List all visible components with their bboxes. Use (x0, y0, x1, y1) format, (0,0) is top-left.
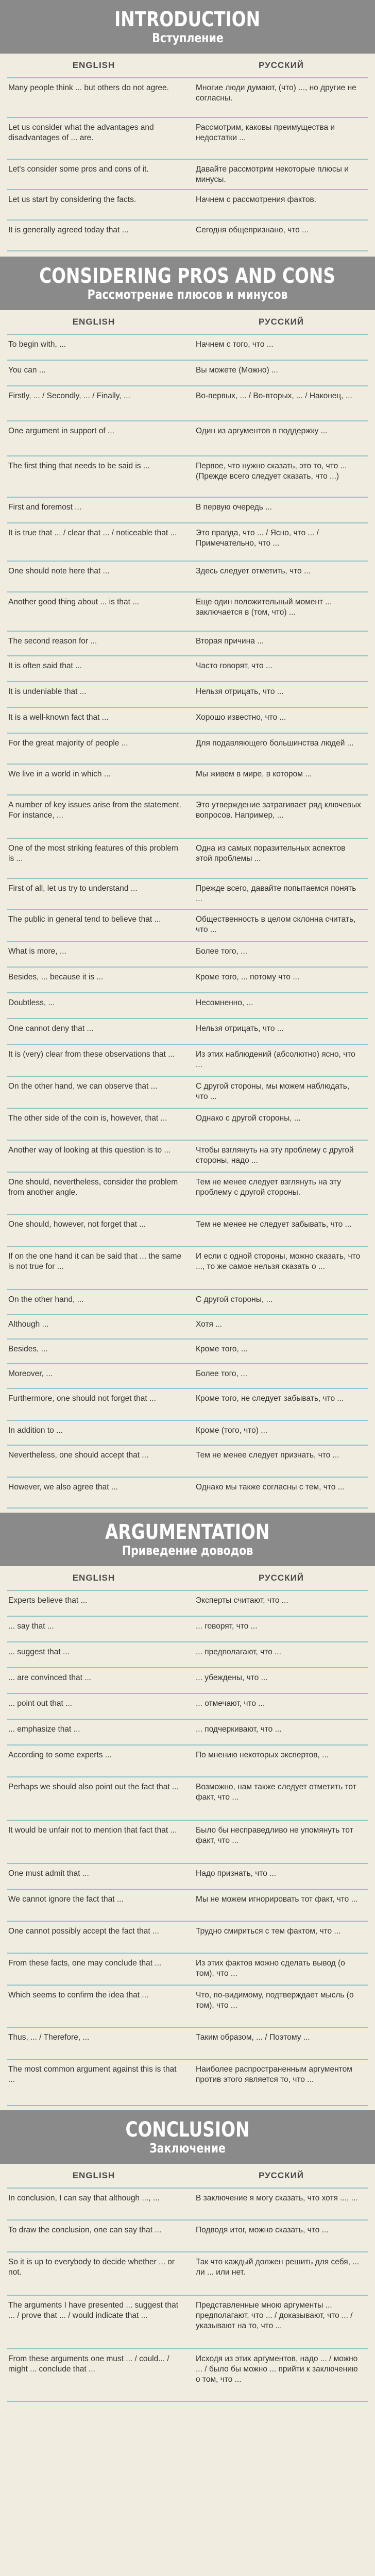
section-title: CONSIDERING PROS AND CONS (39, 264, 336, 288)
english-phrase: One argument in support of ... (8, 427, 114, 435)
russian-phrase: Наиболее распространенным аргументом против этого является то, что ... (196, 2065, 352, 2084)
column-header-english: ENGLISH (72, 317, 115, 327)
english-phrase: One cannot deny that ... (8, 1024, 94, 1033)
english-phrase: One should note here that ... (8, 567, 110, 575)
russian-phrase: Мы не можем игнорировать тот факт, что ... (196, 1895, 358, 1904)
phrase-row (7, 1693, 368, 1719)
russian-phrase: Кроме того, ... потому что ... (196, 973, 300, 981)
english-phrase: Besides, ... (8, 1345, 48, 1353)
english-phrase: We live in a world in which ... (8, 770, 111, 778)
section-header-introduction (0, 0, 375, 54)
phrase-row (7, 1863, 368, 1889)
phrase-row (7, 1314, 368, 1338)
phrase-row (7, 1889, 368, 1921)
phrase-row (7, 794, 368, 838)
english-phrase: For the great majority of people ... (8, 739, 128, 748)
phrase-row (7, 1140, 368, 1172)
phrase-row (7, 1719, 368, 1744)
russian-phrase: Начнем с рассмотрения фактов. (196, 195, 317, 204)
column-headers (0, 54, 375, 77)
column-header-russian: РУССКИЙ (258, 2171, 304, 2180)
column-headers (0, 1566, 375, 1590)
phrase-row (7, 2251, 368, 2295)
english-phrase: However, we also agree that ... (8, 1483, 118, 1492)
english-phrase: What is more, ... (8, 947, 66, 956)
english-phrase: Moreover, ... (8, 1369, 53, 1378)
russian-phrase: Многие люди думают, (что) ..., но другие не согласны. (196, 83, 356, 103)
english-phrase: ... point out that ... (8, 1699, 73, 1708)
column-headers (0, 310, 375, 334)
english-phrase: In conclusion, I can say that although ..., ... (8, 2194, 160, 2202)
russian-phrase: Рассмотрим, каковы преимущества и недостатки ... (196, 123, 335, 142)
russian-phrase: Прежде всего, давайте попытаемся понять ... (196, 884, 356, 903)
phrase-row (7, 2348, 368, 2402)
english-phrase: The most common argument against this is that ... (8, 2065, 177, 2084)
russian-phrase: Мы живем в мире, в котором ... (196, 770, 312, 778)
phrase-row (7, 334, 368, 360)
russian-phrase: Из этих наблюдений (абсолютно) ясно, что ... (196, 1050, 355, 1069)
russian-phrase: Трудно смириться с тем фактом, что ... (196, 1927, 341, 1936)
english-phrase: It is often said that ... (8, 662, 82, 670)
phrase-row (7, 878, 368, 909)
english-phrase: On the other hand, ... (8, 1295, 84, 1304)
russian-phrase: Из этих фактов можно сделать вывод (о том), что ... (196, 1959, 345, 1978)
phrase-row (7, 1953, 368, 1985)
phrase-row (7, 1044, 368, 1076)
russian-phrase: Общественность в целом склонна считать, что ... (196, 915, 356, 934)
russian-phrase: С другой стороны, ... (196, 1295, 273, 1304)
column-header-english: ENGLISH (72, 60, 115, 70)
russian-phrase: ... говорят, что ... (196, 1622, 258, 1631)
russian-phrase: Кроме того, не следует забывать, что ... (196, 1394, 344, 1403)
english-phrase: Many people think ... but others do not agree. (8, 83, 169, 92)
english-phrase: Besides, ... because it is ... (8, 973, 104, 981)
phrase-row (7, 455, 368, 497)
phrase-row (7, 497, 368, 522)
english-phrase: One should, however, not forget that ... (8, 1220, 146, 1229)
english-phrase: The arguments I have presented ... suggest that ... / prove that ... / would indicate that ... (8, 2301, 179, 2320)
english-phrase: First and foremost ... (8, 503, 82, 512)
phrase-row (7, 385, 368, 420)
russian-phrase: Здесь следует отметить, что ... (196, 567, 311, 575)
section-header-argumentation (0, 1513, 375, 1566)
phrase-row (7, 1776, 368, 1820)
russian-phrase: Одна из самых поразительных аспектов этой проблемы ... (196, 844, 346, 863)
english-phrase: Let us start by considering the facts. (8, 195, 137, 204)
russian-phrase: В первую очередь ... (196, 503, 272, 512)
phrase-row (7, 2219, 368, 2251)
russian-phrase: Кроме того, ... (196, 1345, 248, 1353)
phrase-row (7, 764, 368, 794)
english-phrase: One should, nevertheless, consider the problem from another angle. (8, 1178, 178, 1197)
russian-phrase: Нельзя отрицать, что ... (196, 1024, 284, 1033)
english-phrase: It is true that ... / clear that ... / noticeable that ... (8, 529, 177, 537)
russian-phrase: Вы можете (Можно) ... (196, 366, 278, 375)
russian-phrase: Это правда, что ... / Ясно, что ... / Примечательно, что ... (196, 529, 319, 548)
russian-phrase: Представленные мною аргументы ... предполагают, что ... / доказывают, что ... / указывают на то, что ... (196, 2301, 353, 2330)
phrase-row (7, 1590, 368, 1616)
phrase-row (7, 2059, 368, 2106)
column-header-english: ENGLISH (72, 1573, 115, 1583)
section-header-pros-cons (0, 257, 375, 310)
phrase-row (7, 1388, 368, 1420)
phrase-row (7, 1616, 368, 1641)
english-phrase: ... suggest that ... (8, 1648, 70, 1656)
phrase-row (7, 117, 368, 159)
english-phrase: So it is up to everybody to decide whether ... or not. (8, 2258, 175, 2277)
english-phrase: A number of key issues arise from the statement. For instance, ... (8, 801, 181, 820)
russian-phrase: ... предполагают, что ... (196, 1648, 281, 1656)
phrase-row (7, 992, 368, 1018)
russian-phrase: Было бы несправедливо не упомянуть тот факт, что ... (196, 1826, 353, 1845)
russian-phrase: Тем не менее следует взглянуть на эту проблему с другой стороны. (196, 1178, 342, 1197)
english-phrase: From these arguments one must ... / could... / might ... conclude that ... (8, 2354, 169, 2374)
phrase-row (7, 159, 368, 189)
english-phrase: We cannot ignore the fact that ... (8, 1895, 124, 1904)
english-phrase: Doubtless, ... (8, 998, 55, 1007)
english-phrase: On the other hand, we can observe that ... (8, 1082, 158, 1091)
russian-phrase: Так что каждый должен решить для себя, ... ли ... или нет. (196, 2258, 360, 2277)
phrase-row (7, 1420, 368, 1445)
section-subtitle: Рассмотрение плюсов и минусов (87, 287, 288, 302)
phrase-row (7, 420, 368, 455)
english-phrase: It is (very) clear from these observations that ... (8, 1050, 175, 1059)
russian-phrase: Нельзя отрицать, что ... (196, 687, 284, 696)
column-header-english: ENGLISH (72, 2171, 115, 2180)
russian-phrase: По мнению некоторых экспертов, ... (196, 1751, 329, 1759)
russian-phrase: Для подавляющего большинства людей ... (196, 739, 354, 748)
phrase-row (7, 631, 368, 655)
phrase-row (7, 561, 368, 591)
russian-phrase: Хорошо известно, что ... (196, 713, 286, 722)
russian-phrase: Надо признать, что ... (196, 1869, 277, 1878)
english-phrase: Firstly, ... / Secondly, ... / Finally, ... (8, 392, 130, 400)
phrase-row (7, 219, 368, 251)
phrase-row (7, 1108, 368, 1140)
phrase-row (7, 1445, 368, 1477)
phrase-row (7, 1667, 368, 1693)
english-phrase: It is generally agreed today that ... (8, 226, 129, 234)
russian-phrase: Эксперты считают, что ... (196, 1596, 288, 1605)
phrase-row (7, 1018, 368, 1044)
english-phrase: Let us consider what the advantages and disadvantages of ... are. (8, 123, 154, 142)
russian-phrase: Первое, что нужно сказать, это то, что ... (Прежде всего следует сказать, что ...) (196, 462, 347, 481)
phrase-table-conclusion (0, 2188, 375, 2402)
phrase-row (7, 1289, 368, 1314)
russian-phrase: Тем не менее следует признать, что ... (196, 1451, 339, 1460)
english-phrase: It is a well-known fact that ... (8, 713, 109, 722)
phrase-row (7, 1744, 368, 1776)
column-header-russian: РУССКИЙ (258, 60, 304, 70)
section-subtitle: Приведение доводов (122, 1543, 253, 1558)
english-phrase: Another way of looking at this question is to ... (8, 1146, 171, 1155)
russian-phrase: Начнем с того, что ... (196, 340, 274, 349)
english-phrase: Although ... (8, 1320, 49, 1329)
russian-phrase: Давайте рассмотрим некоторые плюсы и минусы. (196, 165, 349, 184)
phrase-row (7, 1076, 368, 1108)
russian-phrase: Что, по-видимому, подтверждает мысль (о том), что ... (196, 1991, 354, 2010)
english-phrase: The second reason for ... (8, 637, 97, 646)
english-phrase: Furthermore, one should not forget that ... (8, 1394, 156, 1403)
english-phrase: One of the most striking features of this problem is ... (8, 844, 178, 863)
section-title: INTRODUCTION (114, 8, 261, 31)
russian-phrase: Однако мы также согласны с тем, что ... (196, 1483, 345, 1492)
english-phrase: One cannot possibly accept the fact that ... (8, 1927, 159, 1936)
russian-phrase: ... подчеркивают, что ... (196, 1725, 282, 1734)
english-phrase: ... are convinced that ... (8, 1673, 92, 1682)
phrase-row (7, 2027, 368, 2059)
russian-phrase: ... отмечают, что ... (196, 1699, 265, 1708)
english-phrase: The first thing that needs to be said is ... (8, 462, 150, 470)
russian-phrase: Более того, ... (196, 947, 248, 956)
russian-phrase: Тем не менее не следует забывать, что ... (196, 1220, 352, 1229)
phrase-row (7, 838, 368, 878)
english-phrase: The other side of the coin is, however, that ... (8, 1114, 167, 1123)
english-phrase: One must admit that ... (8, 1869, 89, 1878)
russian-phrase: И если с одной стороны, можно сказать, что ..., то же самое нельзя сказать о ... (196, 1252, 361, 1271)
english-phrase: Experts believe that ... (8, 1596, 88, 1605)
phrase-row (7, 1172, 368, 1214)
phrase-row (7, 522, 368, 561)
english-phrase: To begin with, ... (8, 340, 66, 349)
russian-phrase: Более того, ... (196, 1369, 248, 1378)
phrase-row (7, 733, 368, 764)
phrase-row (7, 77, 368, 117)
section-subtitle: Заключение (149, 2141, 226, 2156)
section-subtitle: Вступление (151, 30, 224, 45)
phrase-row (7, 2188, 368, 2219)
english-phrase: You can ... (8, 366, 46, 375)
column-headers (0, 2164, 375, 2188)
russian-phrase: Часто говорят, что ... (196, 662, 272, 670)
phrase-row (7, 1820, 368, 1863)
phrase-table-introduction (0, 77, 375, 251)
russian-phrase: Чтобы взглянуть на эту проблему с другой стороны, надо ... (196, 1146, 354, 1165)
russian-phrase: Это утверждение затрагивает ряд ключевых вопросов. Например, ... (196, 801, 361, 820)
phrase-row (7, 1246, 368, 1289)
english-phrase: It is undeniable that ... (8, 687, 87, 696)
phrase-row (7, 1641, 368, 1667)
english-phrase: Which seems to confirm the idea that ... (8, 1991, 149, 1999)
section-title: CONCLUSION (125, 2118, 250, 2142)
english-phrase: First of all, let us try to understand ... (8, 884, 138, 893)
english-phrase: Let's consider some pros and cons of it. (8, 165, 149, 174)
russian-phrase: Во-первых, ... / Во-вторых, ... / Наконец, ... (196, 392, 352, 400)
english-phrase: ... emphasize that ... (8, 1725, 80, 1734)
phrase-row (7, 967, 368, 992)
section-header-conclusion (0, 2110, 375, 2164)
phrase-row (7, 189, 368, 219)
russian-phrase: Однако с другой стороны, ... (196, 1114, 301, 1123)
russian-phrase: Несомненно, ... (196, 998, 253, 1007)
phrase-table-pros-cons (0, 334, 375, 1509)
phrase-row (7, 2295, 368, 2348)
phrase-row (7, 707, 368, 733)
section-title: ARGUMENTATION (105, 1520, 270, 1544)
russian-phrase: В заключение я могу сказать, что хотя ..., ... (196, 2194, 358, 2202)
phrase-row (7, 941, 368, 967)
russian-phrase: Кроме (того, что) ... (196, 1426, 268, 1435)
russian-phrase: Один из аргументов в поддержку ... (196, 427, 328, 435)
phrase-row (7, 1477, 368, 1509)
phrase-row (7, 360, 368, 385)
russian-phrase: Исходя из этих аргументов, надо ... / можно ... / было бы можно ... прийти к заключению о том, что ... (196, 2354, 358, 2384)
phrase-row (7, 591, 368, 631)
russian-phrase: Вторая причина ... (196, 637, 264, 646)
english-phrase: To draw the conclusion, one can say that ... (8, 2226, 162, 2234)
english-phrase: ... say that ... (8, 1622, 54, 1631)
phrase-row (7, 1338, 368, 1363)
english-phrase: The public in general tend to believe that ... (8, 915, 161, 924)
phrase-row (7, 1363, 368, 1388)
english-phrase: According to some experts ... (8, 1751, 112, 1759)
russian-phrase: С другой стороны, мы можем наблюдать, что ... (196, 1082, 350, 1101)
phrase-table-argumentation (0, 1590, 375, 2106)
russian-phrase: ... убеждены, что ... (196, 1673, 268, 1682)
russian-phrase: Таким образом, ... / Поэтому ... (196, 2033, 310, 2042)
column-header-russian: РУССКИЙ (258, 1573, 304, 1583)
english-phrase: Perhaps we should also point out the fact that ... (8, 1783, 179, 1791)
english-phrase: Thus, ... / Therefore, ... (8, 2033, 90, 2042)
russian-phrase: Возможно, нам также следует отметить тот факт, что ... (196, 1783, 356, 1802)
russian-phrase: Еще один положительный момент ... заключается в (том, что) ... (196, 598, 332, 617)
phrase-row (7, 1921, 368, 1953)
russian-phrase: Подводя итог, можно сказать, что ... (196, 2226, 329, 2234)
english-phrase: Nevertheless, one should accept that ... (8, 1451, 149, 1460)
column-header-russian: РУССКИЙ (258, 317, 304, 327)
phrase-row (7, 909, 368, 941)
phrase-row (7, 1985, 368, 2027)
english-phrase: If on the one hand it can be said that ... the same is not true for ... (8, 1252, 182, 1271)
english-phrase: From these facts, one may conclude that ... (8, 1959, 162, 1968)
phrase-row (7, 681, 368, 707)
russian-phrase: Хотя ... (196, 1320, 223, 1329)
phrase-row (7, 1214, 368, 1246)
english-phrase: In addition to ... (8, 1426, 63, 1435)
english-phrase: Another good thing about ... is that ... (8, 598, 140, 606)
russian-phrase: Сегодня общепризнано, что ... (196, 226, 309, 234)
english-phrase: It would be unfair not to mention that fact that ... (8, 1826, 177, 1835)
phrase-row (7, 655, 368, 681)
